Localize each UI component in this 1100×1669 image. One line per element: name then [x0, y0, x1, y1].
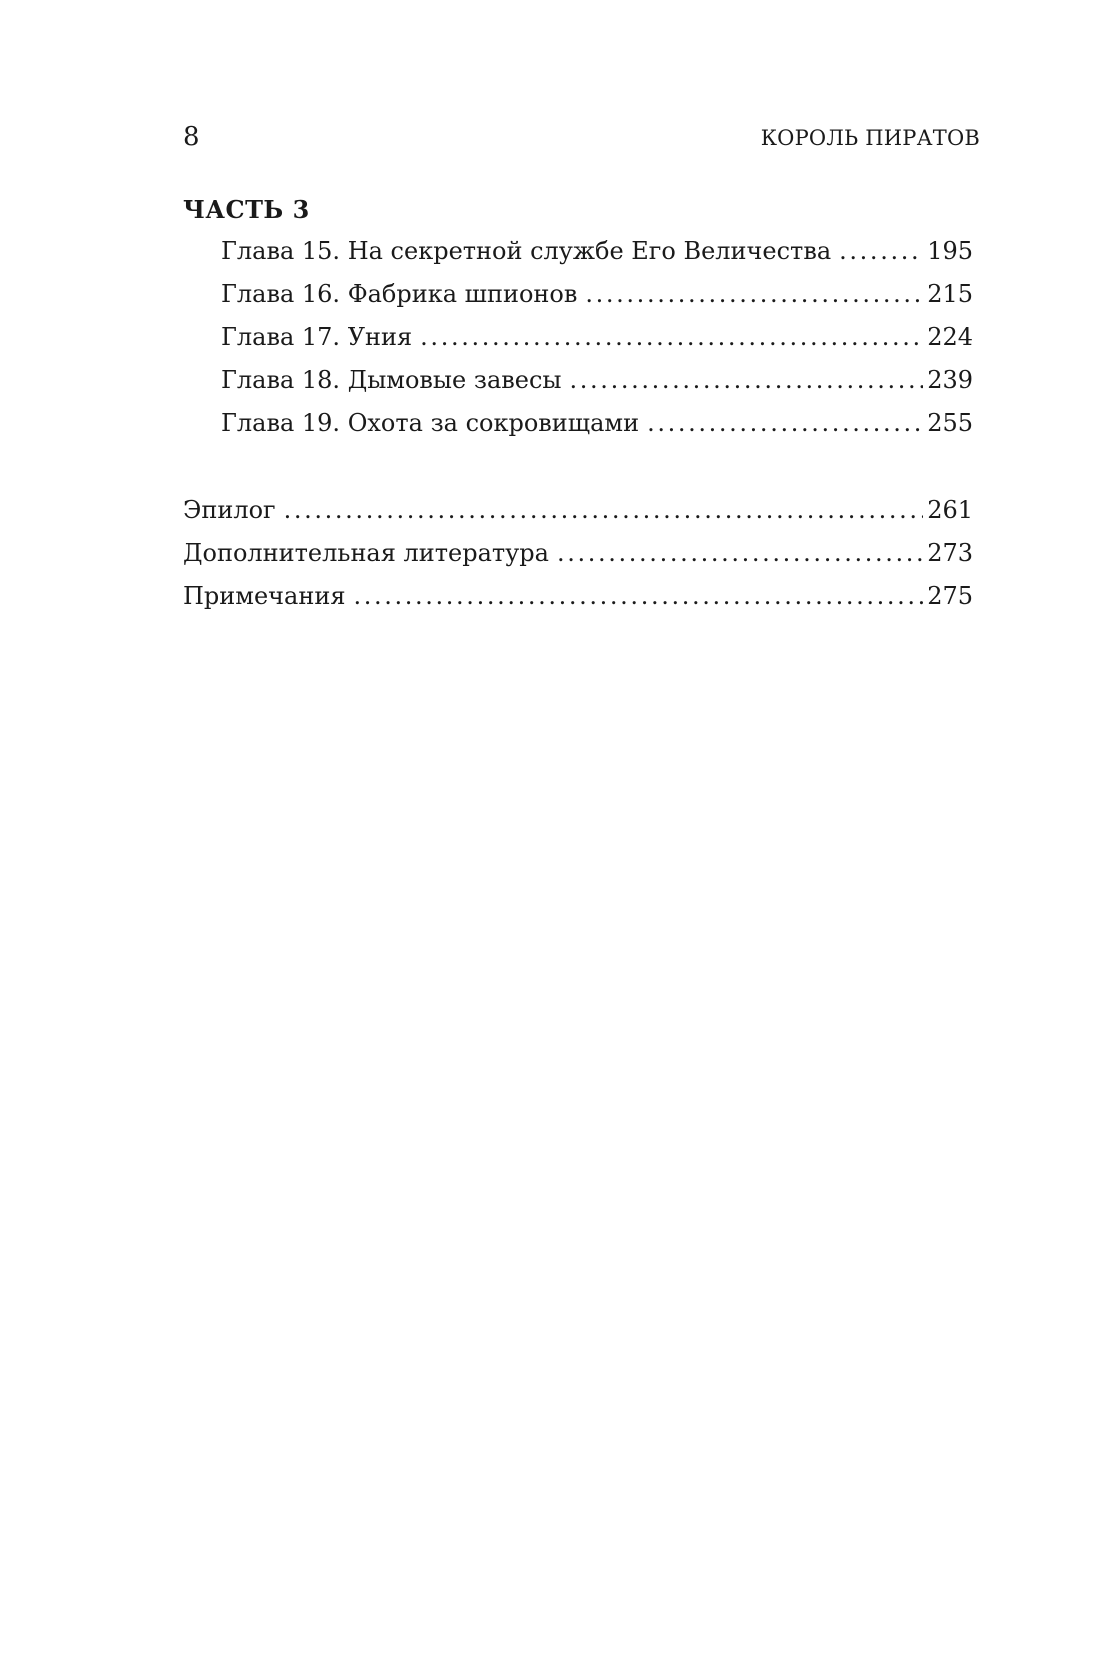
dot-leader: [557, 532, 923, 575]
toc-entry-page: 215: [927, 280, 973, 308]
toc-entry-chapter-18: [183, 359, 973, 402]
toc-entry-page: 239: [927, 366, 973, 394]
toc-entry-title: Глава 16. Фабрика шпионов: [221, 280, 578, 308]
section-spacer: [183, 445, 973, 489]
toc-entry-chapter-15: [183, 230, 973, 273]
toc-entry-further-reading: [183, 532, 973, 575]
toc-entry-title: Дополнительная литература: [183, 539, 549, 567]
toc-entry-chapter-16: [183, 273, 973, 316]
toc-entry-chapter-17: [183, 316, 973, 359]
toc-entry-notes: [183, 575, 973, 618]
toc-entry-page: 224: [927, 323, 973, 351]
toc-entry-page: 261: [927, 496, 973, 524]
toc-entry-chapter-19: [183, 402, 973, 445]
toc-entry-title: Эпилог: [183, 496, 276, 524]
running-header: [183, 124, 980, 150]
toc-entry-title: Примечания: [183, 582, 346, 610]
dot-leader: [585, 273, 923, 316]
toc-entry-page: 273: [927, 539, 973, 567]
dot-leader: [839, 230, 923, 273]
toc-entry-page: 195: [927, 237, 973, 265]
page-number: 8: [183, 122, 200, 152]
dot-leader: [420, 316, 923, 359]
toc-entry-title: Глава 18. Дымовые завесы: [221, 366, 562, 394]
dot-leader: [647, 402, 923, 445]
table-of-contents: [183, 190, 973, 618]
dot-leader: [570, 359, 924, 402]
toc-entry-epilogue: [183, 489, 973, 532]
book-title: КОРОЛЬ ПИРАТОВ: [760, 126, 980, 150]
part-heading: ЧАСТЬ 3: [183, 195, 310, 224]
toc-entry-page: 255: [927, 409, 973, 437]
toc-entry-title: Глава 17. Уния: [221, 323, 413, 351]
dot-leader: [284, 489, 924, 532]
toc-entry-page: 275: [927, 582, 973, 610]
toc-entry-title: Глава 19. Охота за сокровищами: [221, 409, 640, 437]
dot-leader: [353, 575, 923, 618]
toc-entry-title: Глава 15. На секретной службе Его Величества: [221, 237, 832, 265]
